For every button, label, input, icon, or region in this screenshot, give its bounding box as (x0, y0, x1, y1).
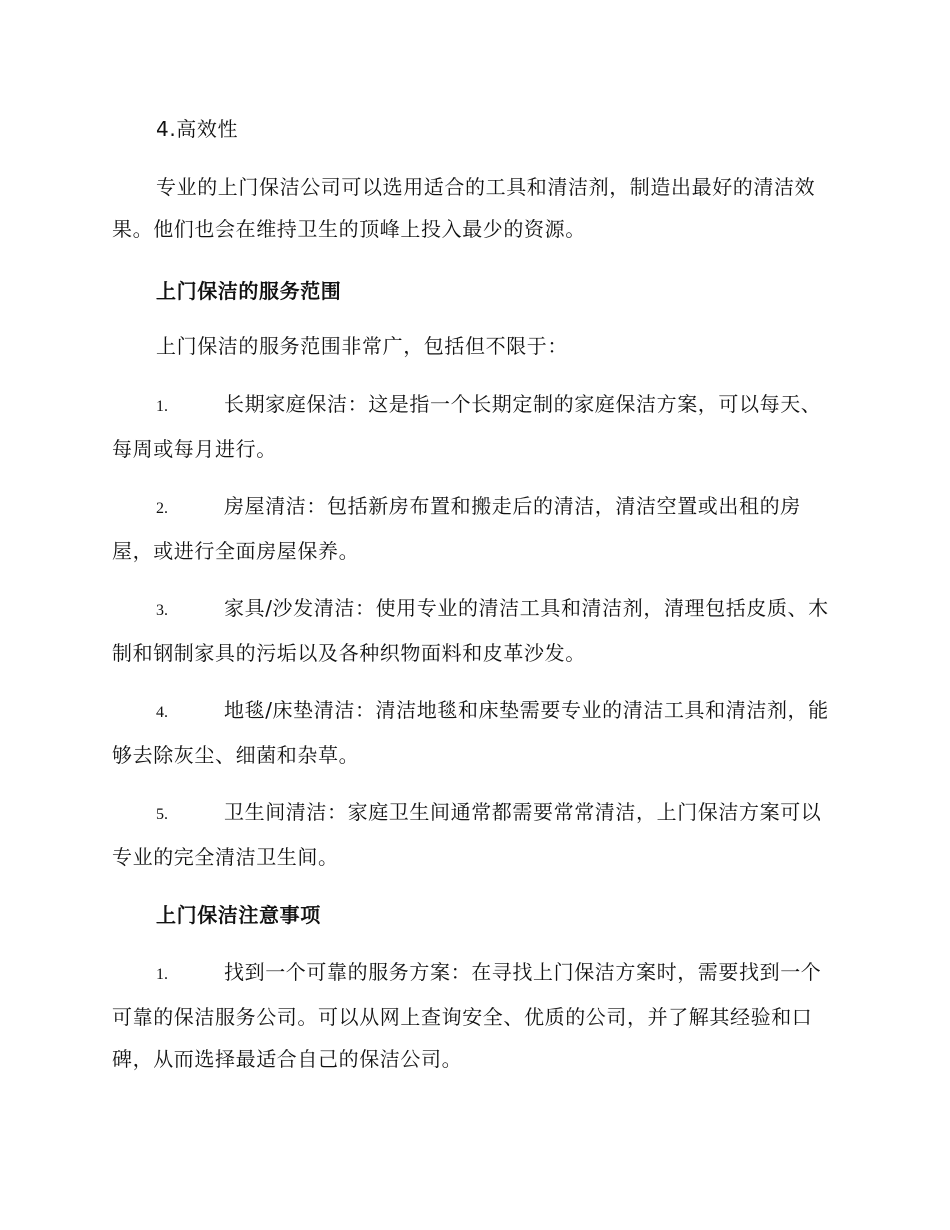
list-item (112, 587, 836, 674)
list-text: 家具/沙发清洁：使用专业的清洁工具和清洁剂，清理包括皮质、木制和钢制家具的污垢以及各种织物面料和皮革沙发。 (112, 596, 829, 665)
section-heading-scope: 上门保洁的服务范围 (156, 279, 342, 303)
list-text: 房屋清洁：包括新房布置和搬走后的清洁，清洁空置或出租的房屋，或进行全面房屋保养。 (112, 494, 801, 563)
list-number: 2. (156, 500, 168, 517)
section-lead-scope: 上门保洁的服务范围非常广，包括但不限于： (156, 334, 568, 358)
list-text: 长期家庭保洁：这是指一个长期定制的家庭保洁方案，可以每天、每周或每月进行。 (112, 392, 822, 461)
intro-paragraph: 专业的上门保洁公司可以选用适合的工具和清洁剂，制造出最好的清洁效果。他们也会在维持卫生的顶峰上投入最少的资源。 (112, 175, 816, 241)
list-number: 5. (156, 806, 168, 823)
list-text: 找到一个可靠的服务方案：在寻找上门保洁方案时，需要找到一个可靠的保洁服务公司。可以从网上查询安全、优质的公司，并了解其经验和口碑，从而选择最适合自己的保洁公司。 (112, 960, 822, 1071)
list-number: 1. (156, 398, 168, 415)
section-heading-notes: 上门保洁注意事项 (156, 903, 321, 927)
intro-title: 4.高效性 (156, 117, 239, 141)
list-item (112, 485, 836, 572)
list-number: 1. (156, 966, 168, 983)
list-text: 地毯/床垫清洁：清洁地毯和床垫需要专业的清洁工具和清洁剂，能够去除灰尘、细菌和杂草。 (112, 698, 829, 767)
list-text: 卫生间清洁：家庭卫生间通常都需要常常清洁，上门保洁方案可以专业的完全清洁卫生间。 (112, 800, 822, 869)
list-item (112, 951, 836, 1080)
list-number: 3. (156, 602, 168, 619)
list-item (112, 689, 836, 776)
list-number: 4. (156, 704, 168, 721)
list-item (112, 791, 836, 878)
list-item (112, 383, 836, 470)
